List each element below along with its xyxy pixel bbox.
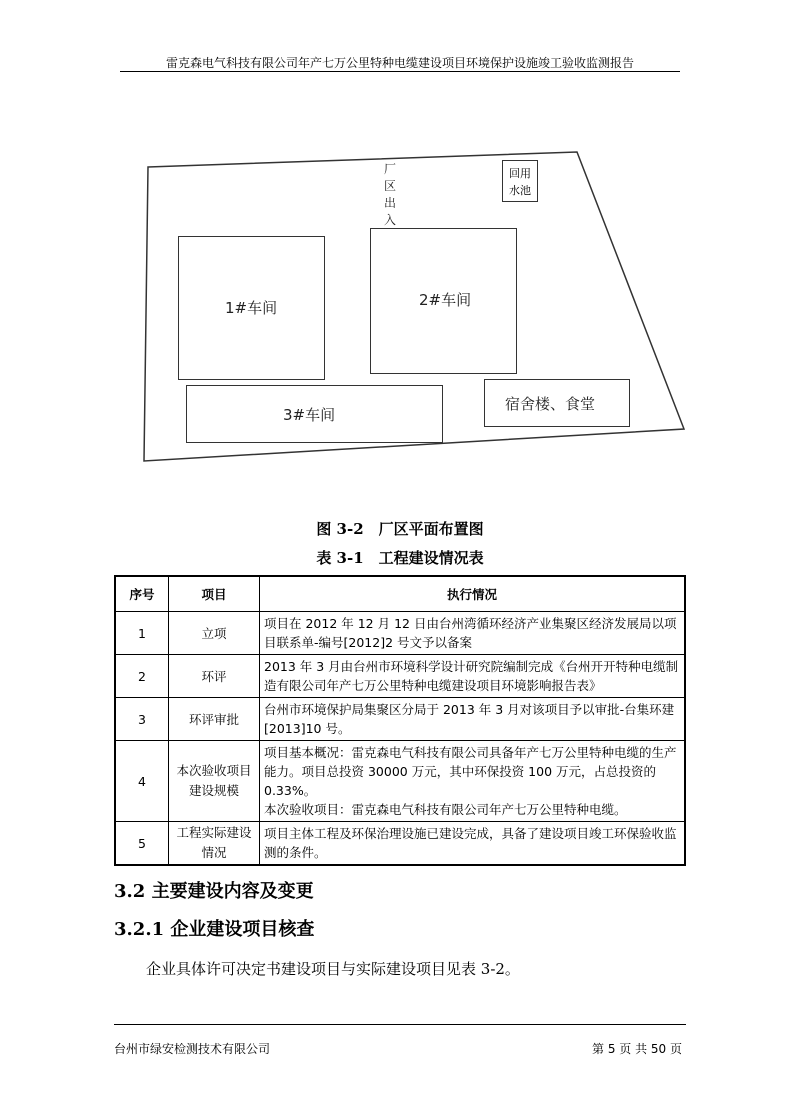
body-paragraph: 企业具体许可决定书建设项目与实际建设项目见表 3-2。	[146, 960, 520, 978]
row-desc-part1: 项目基本概况：雷克森电气科技有限公司具备年产七万公里特种电缆的生产能力。项目总投资 30000 万元，其中环保投资 100 万元，占总投资的 0.33%。	[264, 745, 677, 798]
workshop-1	[178, 236, 325, 380]
row-item: 立项	[169, 612, 260, 655]
dormitory-canteen	[484, 379, 630, 427]
header-no: 序号	[115, 576, 169, 612]
row-desc: 台州市环境保护局集聚区分局于 2013 年 3 月对该项目予以审批-台集环建[2013]10 号。	[260, 698, 686, 741]
row-desc: 2013 年 3 月由台州市环境科学设计研究院编制完成《台州开开特种电缆制造有限公司年产七万公里特种电缆建设项目环境影响报告表》	[260, 655, 686, 698]
row-item: 本次验收项目建设规模	[169, 741, 260, 822]
recycle-pool	[502, 160, 538, 202]
footer-rule	[114, 1024, 686, 1025]
row-desc	[260, 741, 686, 822]
header-item: 项目	[169, 576, 260, 612]
page-header-title: 雷克森电气科技有限公司年产七万公里特种电缆建设项目环境保护设施竣工验收监测报告	[165, 56, 634, 70]
row-desc: 项目在 2012 年 12 月 12 日由台州湾循环经济产业集聚区经济发展局以项目联系单-编号[2012]2 号文予以备案	[260, 612, 686, 655]
recycle-pool-label-2: 水池	[509, 184, 531, 197]
workshop-3-label: 3#车间	[283, 406, 336, 424]
workshop-2-label: 2#车间	[419, 291, 472, 309]
section-heading-3-2: 3.2 主要建设内容及变更	[114, 881, 314, 902]
table-row	[115, 655, 685, 698]
footer-page-number: 第 5 页 共 50 页	[592, 1042, 682, 1056]
row-item: 工程实际建设情况	[169, 822, 260, 866]
row-no: 4	[115, 741, 169, 822]
table-row	[115, 822, 685, 866]
figure-caption: 图 3-2 厂区平面布置图	[316, 520, 484, 538]
entrance-label: 厂区出入	[384, 162, 397, 227]
table-row	[115, 612, 685, 655]
row-no: 3	[115, 698, 169, 741]
row-no: 2	[115, 655, 169, 698]
header-status: 执行情况	[260, 576, 686, 612]
table-row	[115, 741, 685, 822]
table-caption: 表 3-1 工程建设情况表	[316, 549, 484, 567]
row-no: 1	[115, 612, 169, 655]
row-desc: 项目主体工程及环保治理设施已建设完成，具备了建设项目竣工环保验收监测的条件。	[260, 822, 686, 866]
dormitory-canteen-label: 宿舍楼、食堂	[505, 395, 596, 413]
row-item: 环评	[169, 655, 260, 698]
row-no: 5	[115, 822, 169, 866]
table-header-row	[115, 576, 685, 612]
workshop-2	[370, 228, 517, 374]
workshop-3	[186, 385, 443, 443]
recycle-pool-label-1: 回用	[509, 167, 531, 180]
section-heading-3-2-1: 3.2.1 企业建设项目核查	[114, 919, 315, 940]
footer-company: 台州市绿安检测技术有限公司	[114, 1042, 271, 1056]
table-row	[115, 698, 685, 741]
row-item: 环评审批	[169, 698, 260, 741]
project-status-table	[114, 575, 686, 866]
row-desc-part2: 本次验收项目：雷克森电气科技有限公司年产七万公里特种电缆。	[264, 802, 627, 817]
workshop-1-label: 1#车间	[225, 299, 278, 317]
